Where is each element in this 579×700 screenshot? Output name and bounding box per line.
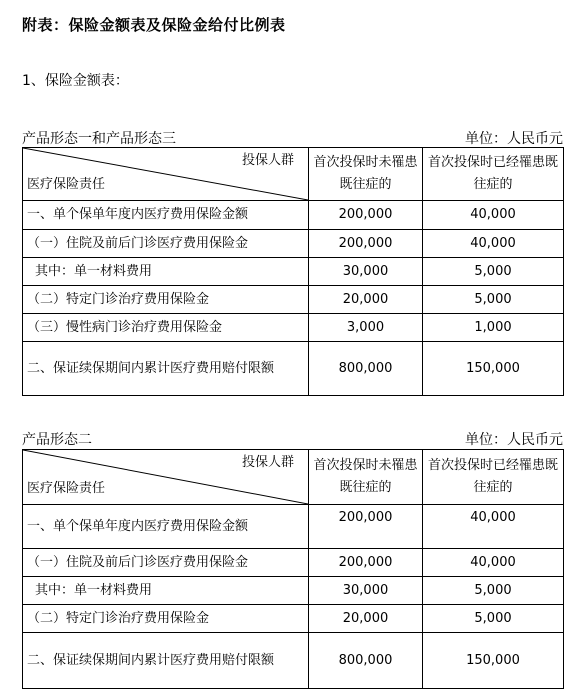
row-label: 二、保证续保期间内累计医疗费用赔付限额 (23, 342, 309, 396)
header-col-preexisting: 首次投保时已经罹患既往症的 (423, 148, 564, 201)
table-row (23, 201, 564, 230)
value-preexisting: 5,000 (423, 258, 564, 286)
diagonal-header-cell (23, 450, 309, 505)
header-insured-group: 投保人群 (241, 455, 294, 470)
table-row (23, 577, 564, 605)
value-preexisting: 150,000 (423, 342, 564, 396)
header-col-no-preexisting: 首次投保时未罹患既往症的 (309, 148, 423, 201)
table-header-row (23, 450, 564, 505)
value-no-preexisting: 30,000 (309, 577, 423, 605)
row-label: 一、单个保单年度内医疗费用保险金额 (23, 505, 309, 549)
unit-label: 单位：人民币元 (465, 432, 563, 448)
row-label: （三）慢性病门诊治疗费用保险金 (23, 314, 309, 342)
table-caption: 产品形态二 (22, 432, 92, 448)
row-label: 一、单个保单年度内医疗费用保险金额 (23, 201, 309, 230)
row-label: （一）住院及前后门诊医疗费用保险金 (23, 230, 309, 258)
row-label: （一）住院及前后门诊医疗费用保险金 (23, 549, 309, 577)
insurance-amount-table-2 (22, 449, 564, 689)
value-preexisting: 40,000 (423, 505, 564, 549)
table-row (23, 286, 564, 314)
value-no-preexisting: 20,000 (309, 605, 423, 633)
value-no-preexisting: 30,000 (309, 258, 423, 286)
table-header-row (23, 148, 564, 201)
value-no-preexisting: 200,000 (309, 201, 423, 230)
value-preexisting: 40,000 (423, 201, 564, 230)
header-col-preexisting: 首次投保时已经罹患既往症的 (423, 450, 564, 505)
section-heading: 1、保险金额表： (22, 73, 129, 89)
unit-label: 单位：人民币元 (465, 131, 563, 147)
row-label: （二）特定门诊治疗费用保险金 (23, 286, 309, 314)
table-row (23, 605, 564, 633)
value-no-preexisting: 3,000 (309, 314, 423, 342)
value-no-preexisting: 200,000 (309, 549, 423, 577)
header-coverage: 医疗保险责任 (27, 177, 106, 192)
value-no-preexisting: 800,000 (309, 342, 423, 396)
table-row (23, 314, 564, 342)
table-row (23, 633, 564, 689)
header-coverage: 医疗保险责任 (27, 481, 106, 496)
document-title: 附表：保险金额表及保险金给付比例表 (22, 16, 286, 34)
value-preexisting: 5,000 (423, 577, 564, 605)
table-row (23, 342, 564, 396)
row-label: 其中：单一材料费用 (23, 577, 309, 605)
value-no-preexisting: 20,000 (309, 286, 423, 314)
diagonal-header-cell (23, 148, 309, 201)
header-col-no-preexisting: 首次投保时未罹患既往症的 (309, 450, 423, 505)
row-label: 其中：单一材料费用 (23, 258, 309, 286)
table-row (23, 549, 564, 577)
value-preexisting: 150,000 (423, 633, 564, 689)
header-insured-group: 投保人群 (241, 153, 294, 168)
value-preexisting: 40,000 (423, 230, 564, 258)
table-caption: 产品形态一和产品形态三 (22, 131, 176, 147)
row-label: （二）特定门诊治疗费用保险金 (23, 605, 309, 633)
value-preexisting: 5,000 (423, 286, 564, 314)
insurance-amount-table-1 (22, 147, 564, 396)
table-row (23, 258, 564, 286)
value-preexisting: 1,000 (423, 314, 564, 342)
value-no-preexisting: 200,000 (309, 230, 423, 258)
row-label: 二、保证续保期间内累计医疗费用赔付限额 (23, 633, 309, 689)
value-no-preexisting: 800,000 (309, 633, 423, 689)
value-preexisting: 5,000 (423, 605, 564, 633)
value-preexisting: 40,000 (423, 549, 564, 577)
value-no-preexisting: 200,000 (309, 505, 423, 549)
table-row (23, 230, 564, 258)
table-row (23, 505, 564, 549)
